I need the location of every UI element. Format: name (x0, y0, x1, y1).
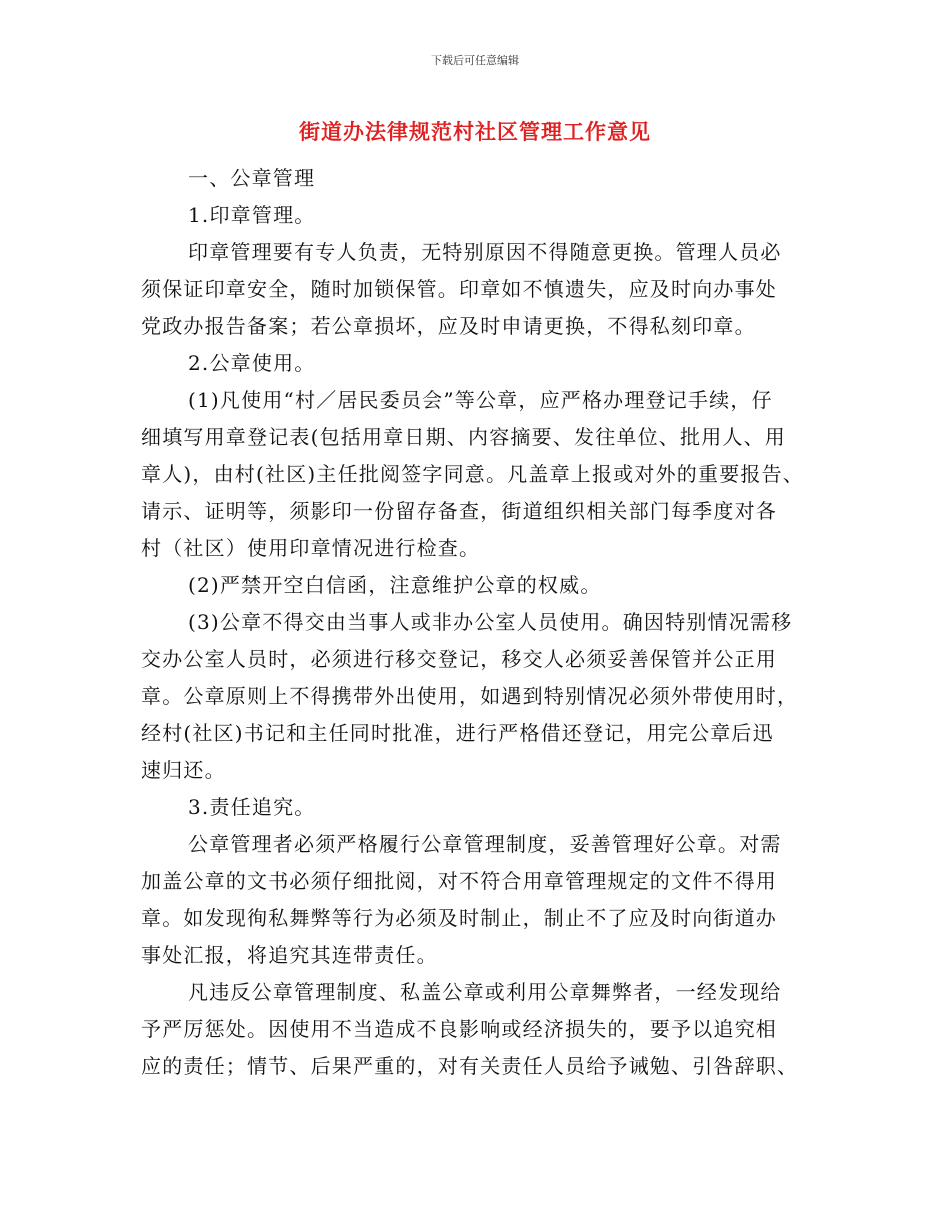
paragraph-line: 细填写用章登记表(包括用章日期、内容摘要、发往单位、批用人、用 (141, 425, 787, 449)
paragraph-line: 加盖公章的文书必须仔细批阅，对不符合用章管理规定的文件不得用 (141, 869, 777, 893)
paragraph-line: 须保证印章安全，随时加锁保管。印章如不慎遗失，应及时向办事处 (141, 277, 777, 301)
paragraph-line: 速归还。 (141, 758, 226, 782)
paragraph-line: 应的责任；情节、后果严重的，对有关责任人员给予诫勉、引咎辞职、 (141, 1054, 799, 1078)
document-title: 街道办法律规范村社区管理工作意见 (299, 119, 651, 144)
paragraph-line: 章。如发现徇私舞弊等行为必须及时制止，制止不了应及时向街道办 (141, 906, 777, 930)
paragraph-line: (2)严禁开空白信函，注意维护公章的权威。 (188, 573, 602, 597)
paragraph-line: (1)凡使用“村／居民委员会”等公章，应严格办理登记手续，仔 (188, 388, 773, 412)
subsection-heading: 2.公章使用。 (188, 351, 316, 375)
paragraph-line: 印章管理要有专人负责，无特别原因不得随意更换。管理人员必 (188, 240, 782, 264)
paragraph-line: 经村(社区)书记和主任同时批准，进行严格借还登记，用完公章后迅 (141, 721, 774, 745)
subsection-heading: 1.印章管理。 (188, 203, 316, 227)
paragraph-line: 予严厉惩处。因使用不当造成不良影响或经济损失的，要予以追究相 (141, 1017, 777, 1041)
page-header: 下载后可任意编辑 (431, 54, 519, 67)
paragraph-line: 请示、证明等，须影印一份留存备查，街道组织相关部门每季度对各 (141, 499, 777, 523)
paragraph-line: (3)公章不得交由当事人或非办公室人员使用。确因特别情况需移 (188, 610, 793, 634)
paragraph-line: 党政办报告备案；若公章损坏，应及时申请更换，不得私刻印章。 (141, 314, 756, 338)
paragraph-line: 事处汇报，将追究其连带责任。 (141, 943, 438, 967)
paragraph-line: 公章管理者必须严格履行公章管理制度，妥善管理好公章。对需 (188, 832, 782, 856)
section-heading: 一、公章管理 (188, 166, 316, 190)
paragraph-line: 凡违反公章管理制度、私盖公章或利用公章舞弊者，一经发现给 (188, 980, 782, 1004)
paragraph-line: 村（社区）使用印章情况进行检查。 (141, 536, 481, 560)
subsection-heading: 3.责任追究。 (188, 795, 316, 819)
paragraph-line: 章。公章原则上不得携带外出使用，如遇到特别情况必须外带使用时， (141, 684, 799, 708)
paragraph-line: 章人)，由村(社区)主任批阅签字同意。凡盖章上报或对外的重要报告、 (141, 462, 805, 486)
paragraph-line: 交办公室人员时，必须进行移交登记，移交人必须妥善保管并公正用 (141, 647, 777, 671)
